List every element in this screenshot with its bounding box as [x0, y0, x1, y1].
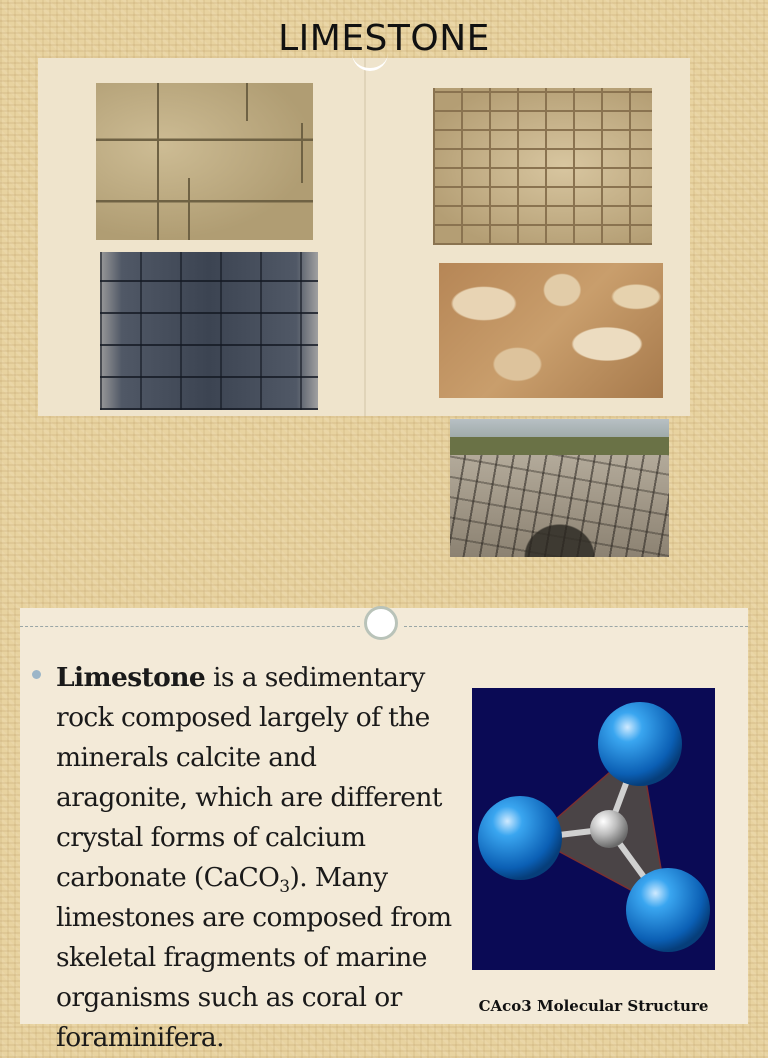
- photo-landscape: [450, 419, 669, 557]
- panel-divider: [364, 58, 366, 416]
- description-line: is a sedimentary: [205, 662, 425, 693]
- description-line: foraminifera.: [56, 1022, 224, 1053]
- description-line: aragonite, which are different: [56, 782, 442, 813]
- oxygen-atom: [478, 796, 562, 880]
- panel-dash-right: [404, 626, 748, 627]
- description-line: organisms such as coral or: [56, 982, 402, 1013]
- description-line: minerals calcite and: [56, 742, 317, 773]
- photo-wall-blocks: [96, 83, 313, 240]
- mortar-line: [188, 178, 190, 240]
- description-line: carbonate (CaCO: [56, 862, 280, 893]
- figure-caption: CAco3 Molecular Structure: [478, 997, 709, 1015]
- oxygen-atom: [626, 868, 710, 952]
- mortar-line: [301, 123, 303, 183]
- landscape-rocks: [450, 455, 669, 557]
- photo-paving: [100, 252, 318, 410]
- description-line: rock composed largely of the: [56, 702, 430, 733]
- photo-slab: [439, 263, 663, 398]
- text-panel: [20, 608, 748, 1053]
- landscape-field: [450, 437, 669, 457]
- carbon-atom: [590, 810, 628, 848]
- molecule-figure: [472, 688, 715, 970]
- slide-title: LIMESTONE: [278, 18, 490, 59]
- description-line: limestones are composed from: [56, 902, 452, 933]
- subscript: 3: [279, 877, 290, 897]
- photo-wall-bricks: [433, 88, 652, 245]
- molecule-diagram: [472, 688, 715, 970]
- mortar-line: [246, 83, 248, 121]
- description-line: skeletal fragments of marine: [56, 942, 427, 973]
- description-line: crystal forms of calcium: [56, 822, 366, 853]
- description-term: Limestone: [56, 662, 206, 693]
- description-line: ). Many: [289, 862, 388, 893]
- panel-dash-left: [20, 626, 360, 627]
- bullet-icon: [32, 670, 41, 679]
- oxygen-atom: [598, 702, 682, 786]
- panel-ring-ornament: [364, 606, 398, 640]
- description-text: [56, 658, 476, 1058]
